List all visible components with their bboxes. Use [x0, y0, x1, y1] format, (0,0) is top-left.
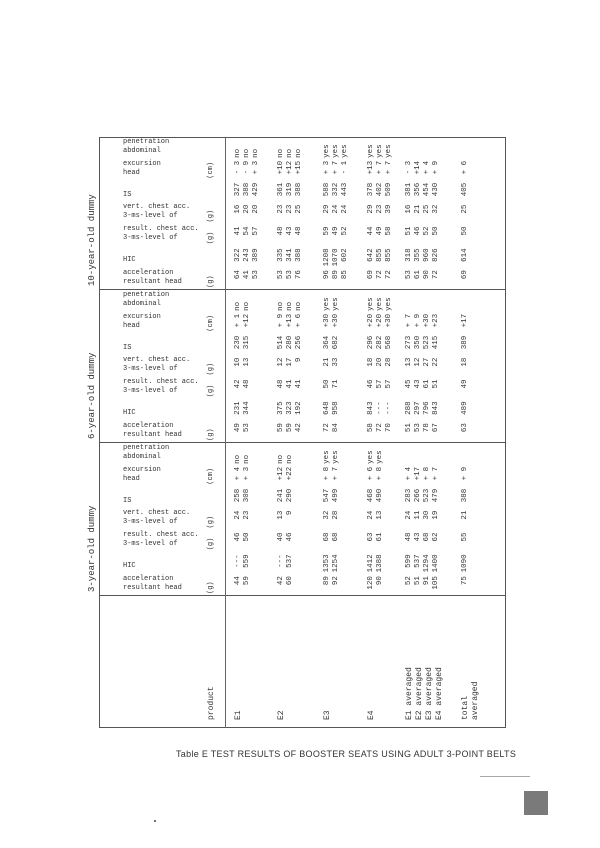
column-label: abdominal: [123, 299, 161, 308]
column-header: [103, 377, 221, 397]
column-header: [103, 159, 221, 179]
column-header: [103, 181, 221, 201]
data-cell: 273 350 523 415: [405, 335, 440, 350]
column-label: excursion: [123, 465, 161, 474]
data-cell: 375 323 192: [277, 401, 303, 415]
column-unit: (g): [207, 384, 215, 398]
data-cell: 48 43 48: [277, 226, 303, 236]
data-cell: 12 17 9: [277, 357, 303, 367]
data-cell: 96 89 85: [323, 270, 349, 280]
data-cell: +12 +22: [277, 466, 294, 481]
data-cell: 389: [461, 335, 469, 350]
product-label: total averaged: [461, 681, 480, 720]
data-cell: 120 90: [367, 576, 384, 590]
column-label: 3-ms-level of: [123, 234, 178, 243]
data-cell: + 4 +17 + 8 + 7: [405, 466, 440, 481]
data-cell: 489: [461, 401, 469, 415]
column-header: [103, 290, 221, 310]
data-cell: yes yes yes: [367, 144, 393, 158]
column-label: abdominal: [123, 146, 161, 155]
page-corner-mark: [524, 791, 548, 815]
data-cell: yes yes: [367, 450, 384, 464]
product-label: E4: [367, 710, 376, 720]
data-cell: +17: [461, 313, 469, 328]
column-label: 3-ms-level of: [123, 212, 178, 221]
column-header: [103, 312, 221, 332]
product-label: E3: [323, 710, 332, 720]
data-cell: 327 388 429: [234, 182, 260, 197]
column-label: penetration: [123, 443, 170, 452]
column-label: IS: [123, 496, 132, 505]
column-unit: (g): [207, 231, 215, 245]
column-label: 3-ms-level of: [123, 365, 178, 374]
product-label: E1 averaged E2 averaged E3 averaged E4 averaged: [405, 667, 444, 720]
column-label: head: [123, 321, 140, 330]
column-label: vert. chest acc.: [123, 509, 191, 518]
data-cell: 64 41 53: [234, 270, 260, 280]
data-cell: 288 297 796 843: [405, 401, 440, 415]
data-cell: 42 48: [234, 379, 251, 389]
data-cell: 381 356 454 430: [405, 182, 440, 197]
data-cell: yes yes yes: [323, 144, 349, 158]
column-header: [103, 552, 221, 572]
data-cell: 48 43 68 62: [405, 532, 440, 542]
data-cell: 51 53 78 67: [405, 423, 440, 433]
data-cell: 23 23 25: [277, 204, 303, 214]
data-cell: 72 84: [323, 423, 340, 433]
column-label: IS: [123, 343, 132, 352]
column-label: penetration: [123, 290, 170, 299]
data-cell: no no: [234, 301, 251, 311]
data-cell: no no: [234, 454, 251, 464]
data-cell: 25: [461, 204, 469, 214]
column-unit: (g): [207, 428, 215, 441]
column-unit: (cm): [207, 314, 215, 332]
data-cell: 13 12 27 22: [405, 357, 440, 367]
data-cell: 32 28: [323, 510, 340, 520]
column-header: [103, 203, 221, 223]
column-label: 3-ms-level of: [123, 387, 178, 396]
data-cell: 18 20 28: [367, 357, 393, 367]
data-cell: 69 72 72: [367, 270, 393, 280]
data-cell: 75: [461, 576, 469, 586]
data-cell: + 6 + 8: [367, 466, 384, 481]
data-cell: 361 319 388: [277, 182, 303, 197]
column-label: result. chest acc.: [123, 378, 199, 387]
data-cell: 13 9: [277, 510, 294, 520]
column-label: HIC: [123, 409, 136, 418]
column-unit: (cm): [207, 161, 215, 179]
column-label: 3-ms-level of: [123, 518, 178, 527]
column-label: excursion: [123, 312, 161, 321]
column-label: head: [123, 474, 140, 483]
data-cell: 24 13: [367, 510, 384, 520]
data-cell: --- 559: [234, 554, 251, 568]
data-cell: + 9: [461, 466, 469, 481]
data-cell: + 8 + 7: [323, 466, 340, 481]
data-cell: 58 72 70: [367, 423, 393, 433]
data-cell: 648 958: [323, 401, 340, 415]
column-label: head: [123, 168, 140, 177]
column-header: [103, 465, 221, 485]
data-cell: 48 41 41: [277, 379, 303, 389]
data-cell: 53 61 90 72: [405, 270, 440, 280]
dummy-group-title: 6-year-old dummy: [87, 352, 97, 439]
data-cell: 642 855 855: [367, 248, 393, 262]
column-unit: (g): [207, 537, 215, 551]
column-unit: (g): [207, 581, 215, 594]
data-cell: 318 355 960 826: [405, 248, 440, 262]
data-cell: 241 290: [277, 488, 294, 503]
data-cell: 44 49 58: [367, 226, 393, 236]
data-cell: no no no: [277, 148, 303, 158]
column-header: [103, 246, 221, 266]
data-cell: 46 57 57: [367, 379, 393, 389]
column-label: acceleration: [123, 575, 174, 583]
data-cell: no no: [277, 454, 294, 464]
data-cell: + 3 + 7 - 1: [323, 160, 349, 175]
data-cell: 1412 1388: [367, 554, 384, 573]
column-label: acceleration: [123, 422, 174, 430]
column-label: HIC: [123, 256, 136, 265]
data-cell: +13 + 7 + 7: [367, 160, 393, 175]
column-header: [103, 530, 221, 550]
data-cell: 29 23 39: [367, 204, 393, 214]
data-cell: 16 20 20: [234, 204, 260, 214]
data-cell: 24 23: [234, 510, 251, 520]
product-column-header: product: [207, 686, 216, 720]
data-cell: + 1 +12: [234, 313, 251, 328]
data-cell: +30 +30: [323, 313, 340, 328]
column-label: acceleration: [123, 269, 174, 277]
data-cell: 69: [461, 270, 469, 280]
dummy-group-title: 10-year-old dummy: [87, 194, 97, 286]
speck: [154, 820, 156, 822]
data-cell: 16 21 25 32: [405, 204, 440, 214]
data-cell: +20 +20 +30: [367, 313, 393, 328]
data-cell: 51 46 52 50: [405, 226, 440, 236]
data-cell: no no no: [277, 301, 303, 311]
column-label: vert. chest acc.: [123, 356, 191, 365]
data-cell: 68 68: [323, 532, 340, 542]
data-cell: 258 308: [234, 488, 251, 503]
column-unit: (g): [207, 362, 215, 376]
column-header: [103, 268, 221, 288]
column-label: result. chest acc.: [123, 531, 199, 540]
data-cell: 40 46: [277, 532, 294, 542]
data-cell: 547 499: [323, 488, 340, 503]
data-cell: yes yes: [323, 297, 340, 311]
header-rule: [225, 137, 226, 728]
data-cell: 230 315: [234, 335, 251, 350]
column-header: [103, 509, 221, 529]
data-cell: 55: [461, 532, 469, 542]
data-cell: 1090: [461, 554, 469, 573]
column-header: [103, 421, 221, 441]
group-separator: [99, 595, 506, 596]
data-cell: - 3 +14 + 4 + 9: [405, 160, 440, 175]
product-label: E2: [277, 710, 286, 720]
column-header: [103, 443, 221, 463]
column-label: resultant head: [123, 584, 182, 592]
data-cell: 18: [461, 357, 469, 367]
data-cell: 63 61: [367, 532, 384, 542]
column-header: [103, 334, 221, 354]
column-label: IS: [123, 190, 132, 199]
data-cell: 843 --- ---: [367, 401, 393, 415]
data-cell: - 3 - 9 + 3: [234, 160, 260, 175]
data-cell: 21: [461, 510, 469, 520]
data-cell: 335 341 388: [277, 248, 303, 262]
data-cell: + 6: [461, 160, 469, 175]
data-cell: 89 92: [323, 576, 340, 586]
column-header: [103, 574, 221, 594]
data-cell: 468 490: [367, 488, 384, 503]
data-cell: no no no: [234, 148, 260, 158]
data-cell: 614: [461, 248, 469, 262]
data-cell: 10 13: [234, 357, 251, 367]
data-cell: 44 59: [234, 576, 251, 586]
data-cell: 364 682: [323, 335, 340, 350]
table-caption: Table E TEST RESULTS OF BOOSTER SEATS USING ADULT 3-POINT BELTS: [176, 749, 517, 759]
data-cell: 42 60: [277, 576, 294, 586]
column-header: [103, 137, 221, 157]
data-cell: 296 282 568: [367, 335, 393, 350]
column-unit: (cm): [207, 467, 215, 485]
data-cell: 50 71: [323, 379, 340, 389]
data-cell: yes yes: [323, 450, 340, 464]
column-unit: (g): [207, 275, 215, 288]
column-unit: (g): [207, 209, 215, 223]
column-label: vert. chest acc.: [123, 203, 191, 212]
column-label: HIC: [123, 562, 136, 571]
data-cell: 49 53: [234, 423, 251, 433]
data-cell: 21 33: [323, 357, 340, 367]
data-cell: 388: [461, 488, 469, 503]
data-cell: 53 53 76: [277, 270, 303, 280]
data-cell: +10 +12 +15: [277, 160, 303, 175]
column-header: [103, 399, 221, 419]
data-cell: 52 51 91 105: [405, 576, 440, 590]
column-label: abdominal: [123, 452, 161, 461]
column-label: penetration: [123, 137, 170, 146]
data-cell: 29 24 24: [323, 204, 349, 214]
data-cell: 59 59 42: [277, 423, 303, 433]
column-header: [103, 224, 221, 244]
column-label: result. chest acc.: [123, 225, 199, 234]
data-cell: + 9 +13 + 6: [277, 313, 303, 328]
column-label: 3-ms-level of: [123, 540, 178, 549]
data-cell: 1208 1070 602: [323, 248, 349, 267]
data-cell: 378 402 509: [367, 182, 393, 197]
data-cell: 405: [461, 182, 469, 197]
data-cell: 59 49 52: [323, 226, 349, 236]
data-cell: + 7 + 9 +30 +23: [405, 313, 440, 328]
data-cell: 322 243 389: [234, 248, 260, 262]
data-cell: 24 11 30 19: [405, 510, 440, 520]
data-cell: + 4 + 3: [234, 466, 251, 481]
data-cell: 45 43 61 51: [405, 379, 440, 389]
data-cell: 46 50: [234, 532, 251, 542]
dummy-group-title: 3-year-old dummy: [87, 505, 97, 592]
data-cell: 283 266 523 479: [405, 488, 440, 503]
column-header: [103, 356, 221, 376]
data-cell: 514 280 256: [277, 335, 303, 350]
data-cell: 1353 1254: [323, 554, 340, 573]
column-label: resultant head: [123, 431, 182, 439]
data-cell: 41 54 57: [234, 226, 260, 236]
data-cell: yes yes yes: [367, 297, 393, 311]
data-cell: 231 344: [234, 401, 251, 415]
data-cell: --- 537: [277, 554, 294, 568]
column-header: [103, 487, 221, 507]
data-cell: 50: [461, 226, 469, 236]
column-unit: (g): [207, 515, 215, 529]
product-label: E1: [234, 710, 243, 720]
rotated-results-table: [87, 137, 506, 728]
column-label: resultant head: [123, 278, 182, 286]
footer-rule: [480, 776, 530, 777]
column-label: excursion: [123, 159, 161, 168]
data-cell: 588 332 443: [323, 182, 349, 197]
data-cell: 49: [461, 379, 469, 389]
data-cell: 599 537 1294 1400: [405, 554, 440, 573]
data-cell: 63: [461, 423, 469, 433]
